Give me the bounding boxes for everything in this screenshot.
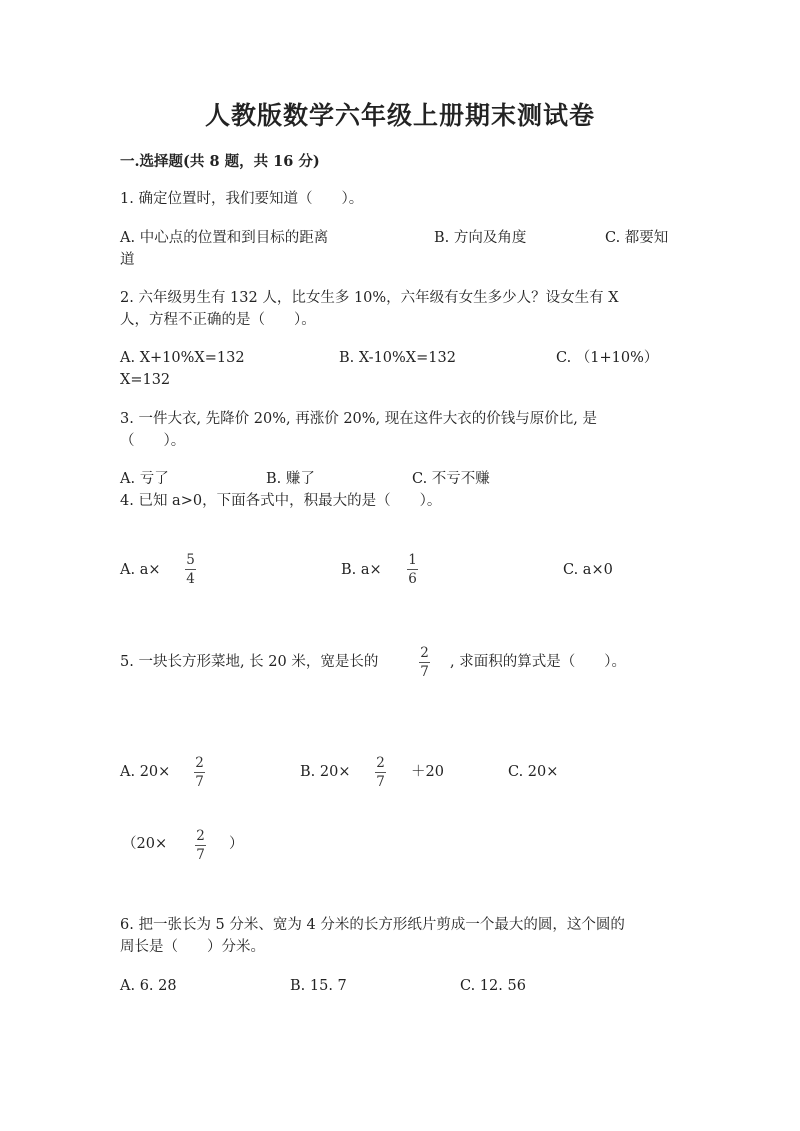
fraction-numerator: 2 [420, 645, 429, 661]
fraction-numerator: 5 [186, 552, 195, 568]
question-5-option-c-wrap-suffix: ） [229, 836, 244, 852]
question-2-stem-line-1: 2. 六年级男生有 132 人，比女生多 10%，六年级有女生多少人？设女生有 X [120, 290, 619, 306]
question-6-option-a: A. 6. 28 [120, 978, 177, 994]
fraction-numerator: 1 [408, 552, 417, 568]
fraction-denominator: 6 [408, 571, 417, 587]
question-5-option-b-fraction [375, 755, 386, 790]
question-4-stem: 4. 已知 a>0，下面各式中，积最大的是（ ）。 [120, 493, 442, 509]
fraction-bar [407, 569, 418, 570]
fraction-denominator: 7 [196, 847, 205, 863]
fraction-denominator: 7 [420, 664, 429, 680]
fraction-numerator: 2 [196, 828, 205, 844]
fraction-bar [375, 772, 386, 773]
question-2-option-c: C. （1+10%） [556, 350, 659, 366]
question-4-option-c: C. a×0 [563, 562, 613, 578]
question-1-option-c-wrap: 道 [120, 252, 135, 268]
question-5-stem-after: , 求面积的算式是（ ）。 [450, 654, 626, 670]
question-6-stem-line-2: 周长是（ ）分米。 [120, 939, 265, 955]
question-5-stem-fraction [419, 645, 430, 680]
fraction-numerator: 2 [195, 755, 204, 771]
question-4-option-b: B. a× [341, 562, 382, 578]
question-2-option-c-wrap: X=132 [120, 372, 171, 388]
fraction-denominator: 4 [186, 571, 195, 587]
question-5-option-c-wrap-prefix: （20× [122, 836, 168, 852]
question-6-stem-line-1: 6. 把一张长为 5 分米、宽为 4 分米的长方形纸片剪成一个最大的圆，这个圆的 [120, 917, 625, 933]
fraction-bar [195, 845, 206, 846]
question-3-stem-line-1: 3. 一件大衣, 先降价 20%, 再涨价 20%, 现在这件大衣的价钱与原价比, 是 [120, 411, 597, 427]
question-1-stem: 1. 确定位置时，我们要知道（ ）。 [120, 191, 364, 207]
question-3-option-a: A. 亏了 [120, 471, 169, 487]
fraction-bar [185, 569, 196, 570]
question-3-option-c: C. 不亏不赚 [412, 471, 490, 487]
question-1-option-b: B. 方向及角度 [434, 230, 527, 246]
fraction-numerator: 2 [376, 755, 385, 771]
question-2-stem-line-2: 人，方程不正确的是（ ）。 [120, 312, 316, 328]
fraction-denominator: 7 [376, 774, 385, 790]
question-3-stem-line-2: （ ）。 [120, 433, 186, 449]
fraction-bar [419, 662, 430, 663]
question-5-option-b-suffix: ＋20 [411, 764, 444, 780]
question-5-option-a: A. 20× [120, 764, 171, 780]
question-4-option-a-fraction [185, 552, 196, 587]
question-4-option-a: A. a× [120, 562, 161, 578]
question-2-option-b: B. X-10%X=132 [339, 350, 456, 366]
question-5-option-b: B. 20× [300, 764, 351, 780]
question-5-option-c: C. 20× [508, 764, 559, 780]
question-3-option-b: B. 赚了 [266, 471, 315, 487]
question-6-option-c: C. 12. 56 [460, 978, 526, 994]
page-title: 人教版数学六年级上册期末测试卷 [204, 101, 595, 130]
section-heading: 一.选择题(共 8 题，共 16 分) [120, 153, 320, 170]
fraction-bar [194, 772, 205, 773]
question-4-option-b-fraction [407, 552, 418, 587]
question-2-option-a: A. X+10%X=132 [120, 350, 245, 366]
question-5-option-c-fraction [195, 828, 206, 863]
question-1-option-a: A. 中心点的位置和到目标的距离 [120, 230, 329, 246]
question-5-stem-before: 5. 一块长方形菜地, 长 20 米，宽是长的 [120, 654, 379, 670]
fraction-denominator: 7 [195, 774, 204, 790]
question-6-option-b: B. 15. 7 [290, 978, 347, 994]
question-5-option-a-fraction [194, 755, 205, 790]
question-1-option-c: C. 都要知 [605, 230, 669, 246]
